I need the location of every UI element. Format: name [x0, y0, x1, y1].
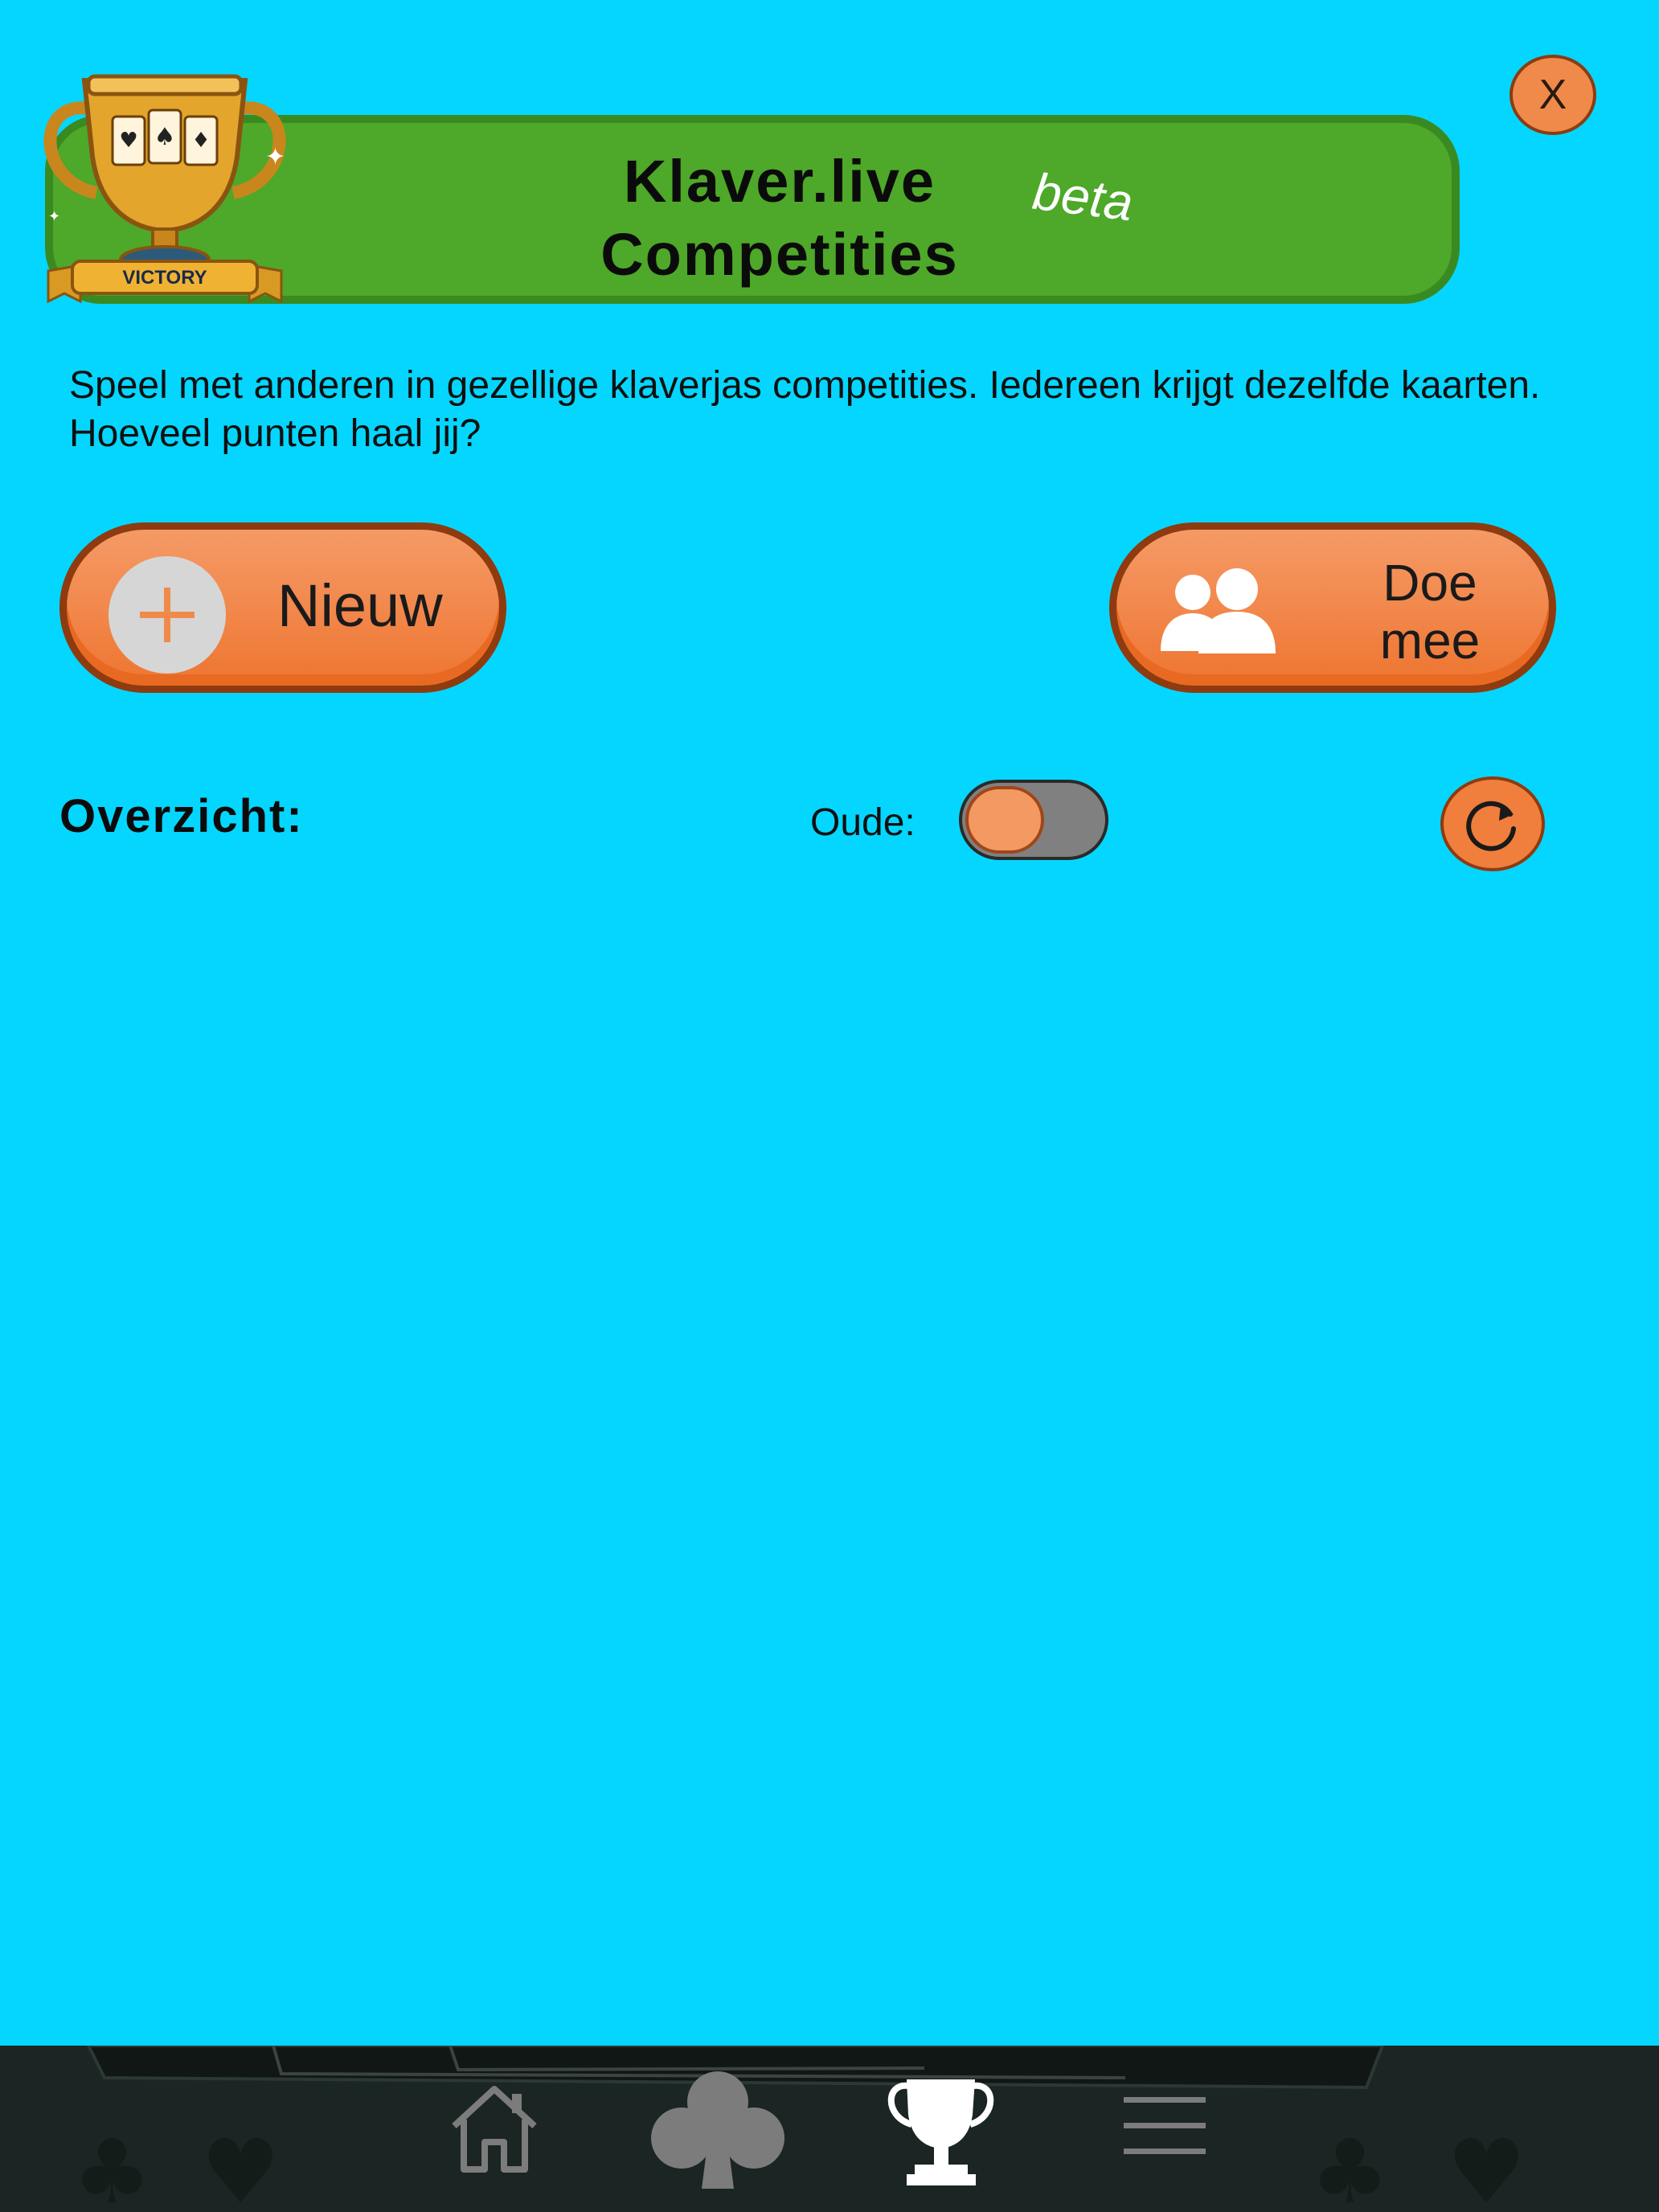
refresh-button[interactable] — [1440, 776, 1545, 871]
new-competition-button[interactable] — [59, 522, 506, 693]
menu-icon[interactable] — [1124, 2094, 1206, 2158]
svg-text:♣: ♣ — [1310, 2120, 1390, 2212]
svg-text:✦: ✦ — [265, 143, 286, 171]
trophy-icon[interactable] — [883, 2075, 999, 2187]
home-icon[interactable] — [446, 2079, 543, 2176]
join-competition-label — [1350, 554, 1510, 670]
new-competition-label: Nieuw — [277, 572, 443, 639]
bottom-nav — [0, 2046, 1659, 2212]
svg-text:♥: ♥ — [201, 2120, 281, 2212]
svg-text:♥: ♥ — [1447, 2120, 1526, 2212]
beta-label: beta — [1030, 162, 1137, 232]
intro-text: Speel met anderen in gezellige klaverjas competities. Iedereen krijgt dezelfde kaarten. Hoeveel punten haal jij? — [69, 364, 1541, 455]
plus-icon — [109, 556, 226, 674]
club-icon[interactable] — [649, 2070, 786, 2190]
overview-title: Overzicht: — [59, 790, 304, 842]
close-button[interactable]: X — [1509, 55, 1596, 135]
old-competitions-toggle[interactable] — [959, 780, 1108, 860]
svg-text:♣: ♣ — [72, 2120, 152, 2212]
background-cards — [0, 2046, 1659, 2212]
trophy-badge-text: VICTORY — [122, 267, 207, 289]
svg-text:♥: ♥ — [119, 129, 138, 153]
join-label-line2: mee — [1379, 612, 1481, 670]
page-title-line1: Klaver.live — [623, 148, 936, 215]
svg-text:♦: ♦ — [191, 129, 211, 153]
page-title — [555, 145, 1005, 291]
refresh-icon — [1460, 792, 1525, 856]
page-title-line2: Competities — [600, 221, 959, 288]
svg-text:♠: ♠ — [154, 123, 176, 151]
svg-text:✦: ✦ — [48, 208, 61, 225]
join-competition-button[interactable] — [1109, 522, 1556, 693]
old-toggle-label: Oude: — [810, 801, 916, 844]
trophy-logo — [32, 60, 297, 309]
toggle-knob — [965, 786, 1044, 854]
users-icon — [1157, 567, 1277, 655]
join-label-line1: Doe — [1382, 554, 1477, 612]
